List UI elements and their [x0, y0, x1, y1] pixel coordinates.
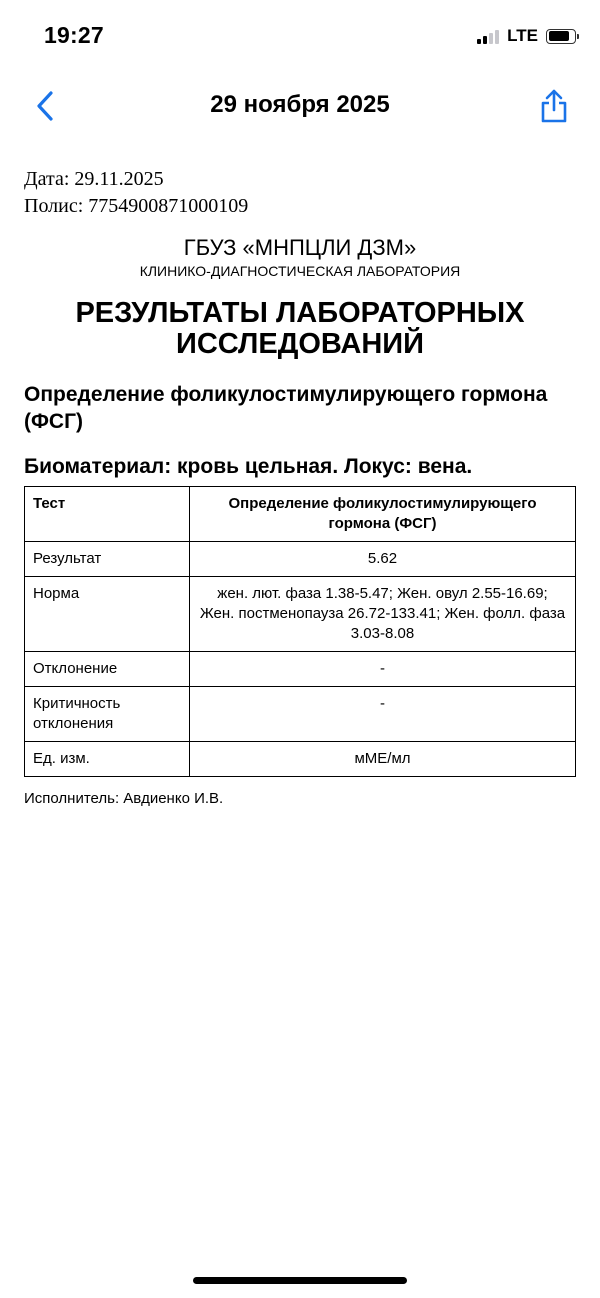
row-value: -: [190, 652, 576, 687]
share-button[interactable]: [538, 86, 570, 126]
table-row-deviation: [25, 652, 576, 687]
biomaterial-info: Биоматериал: кровь цельная. Локус: вена.: [24, 455, 473, 478]
results-table: [24, 486, 576, 777]
document-title: РЕЗУЛЬТАТЫ ЛАБОРАТОРНЫХ ИССЛЕДОВАНИЙ: [75, 297, 525, 360]
executor-name: Исполнитель: Авдиенко И.В.: [24, 790, 224, 807]
table-row-criticality: [25, 687, 576, 742]
header-cell-test-name: Определение фоликулостимулирующего гормона (ФСГ): [190, 487, 576, 542]
organization-name: ГБУЗ «МНПЦЛИ ДЗМ»: [183, 235, 417, 260]
status-bar: [0, 0, 600, 70]
organization-block: [24, 234, 576, 280]
header-cell-test: Тест: [25, 487, 190, 542]
page-title: 29 ноября 2025: [210, 91, 390, 118]
table-row-result: [25, 542, 576, 577]
report-date: Дата: 29.11.2025: [24, 168, 164, 190]
row-value: 5.62: [190, 542, 576, 577]
row-value: -: [190, 687, 576, 742]
status-indicators: [477, 26, 576, 46]
row-label: Критичность отклонения: [25, 687, 190, 742]
network-type: LTE: [507, 26, 538, 45]
policy-number: Полис: 7754900871000109: [24, 195, 249, 217]
signal-icon: [477, 28, 499, 44]
table-row-units: [25, 742, 576, 777]
nav-bar: [0, 80, 600, 132]
battery-icon: [546, 29, 576, 44]
organization-department: КЛИНИКО-ДИАГНОСТИЧЕСКАЯ ЛАБОРАТОРИЯ: [139, 263, 461, 279]
row-label: Норма: [25, 577, 190, 652]
status-time: 19:27: [44, 22, 104, 48]
test-name: Определение фоликулостимулирующего гормона (ФСГ): [24, 383, 548, 433]
row-label: Результат: [25, 542, 190, 577]
row-value: жен. лют. фаза 1.38-5.47; Жен. овул 2.55-16.69; Жен. постменопауза 26.72-133.41; Жен. фолл. фаза 3.03-8.08: [190, 577, 576, 652]
row-label: Отклонение: [25, 652, 190, 687]
row-value: мМЕ/мл: [190, 742, 576, 777]
home-indicator[interactable]: [193, 1277, 407, 1284]
share-icon: [539, 88, 569, 124]
table-header-row: [25, 487, 576, 542]
table-row-norm: [25, 577, 576, 652]
lab-report-document: [24, 166, 576, 809]
row-label: Ед. изм.: [25, 742, 190, 777]
